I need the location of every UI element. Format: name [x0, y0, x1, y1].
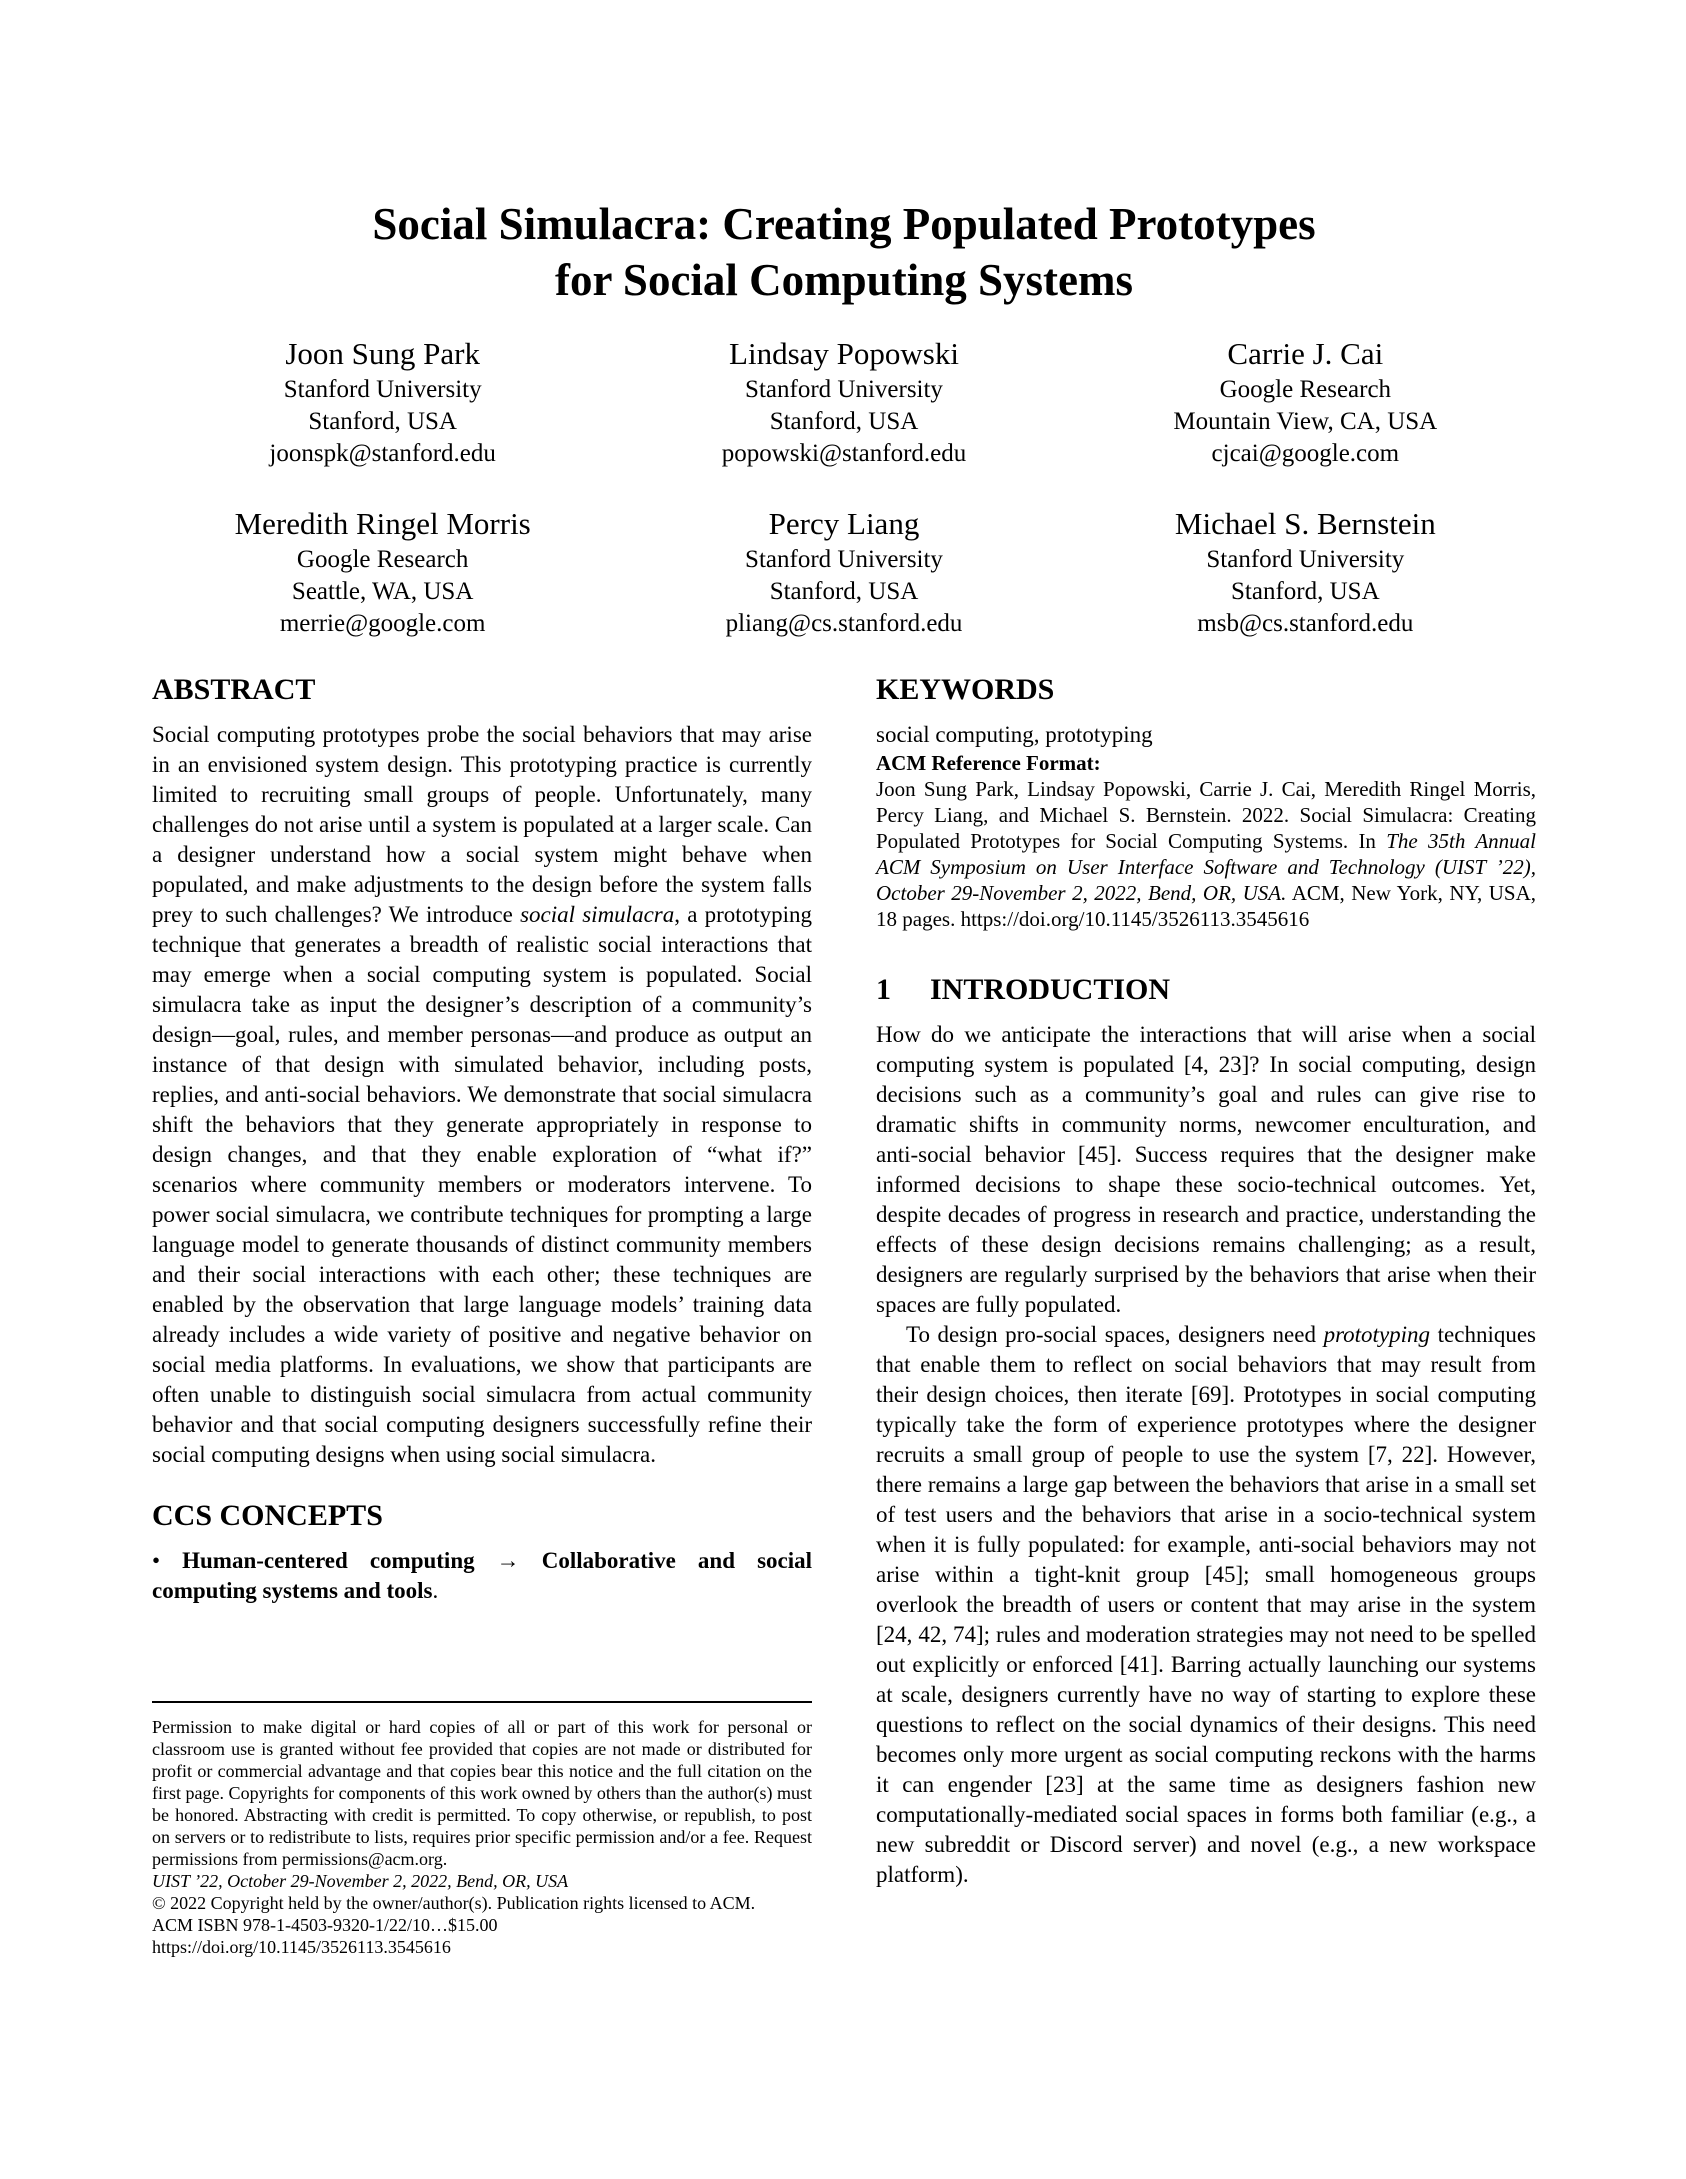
- abstract-text: [152, 720, 812, 1470]
- ccs-bullet: •: [152, 1548, 183, 1573]
- author-location: Seattle, WA, USA: [291, 578, 474, 605]
- isbn-line: ACM ISBN 978-1-4503-9320-1/22/10…$15.00: [152, 1915, 498, 1935]
- body-columns: [152, 672, 1536, 1958]
- author-location: Stanford, USA: [308, 408, 457, 435]
- author-email: pliang@cs.stanford.edu: [725, 610, 963, 637]
- keywords-section: [876, 672, 1536, 750]
- author-email: msb@cs.stanford.edu: [1197, 610, 1414, 637]
- author-block: [1075, 334, 1536, 470]
- acm-reference-text-part: ACM, New York, NY, USA, 18 pages. https://doi.org/10.1145/3526113.3545616: [876, 881, 1537, 931]
- abstract-text-part: Social computing prototypes probe the social behaviors that may arise in an envisioned system design. This prototyping practice is currently limited to recruiting small groups of people. Unfortunately, many challenges do not arise until a system is populated at a larger scale. Can a designer understand how a social system might behave when populated, and make adjustments to the design before the system falls prey to such challenges? We introduce: [152, 722, 812, 927]
- permission-text: Permission to make digital or hard copies of all or part of this work for personal or classroom use is granted without fee provided that copies are not made or distributed for profit or commercial advantage and that copies bear this notice and the full citation on the first page. Copyrights for components of this work owned by others than the author(s) must be honored. Abstracting with credit is permitted. To copy otherwise, or republish, to post on servers or to redistribute to lists, requires prior specific permission and/or a fee. Request permissions from permissions@acm.org.: [152, 1717, 812, 1869]
- acm-reference-label: ACM Reference Format:: [876, 751, 1101, 775]
- author-location: Mountain View, CA, USA: [1173, 408, 1438, 435]
- ccs-section: [152, 1470, 812, 1606]
- author-name: Michael S. Bernstein: [1174, 506, 1436, 541]
- author-email: cjcai@google.com: [1211, 440, 1400, 467]
- introduction-heading: [876, 972, 1536, 1008]
- author-location: Stanford, USA: [1231, 578, 1380, 605]
- author-block: [613, 504, 1074, 640]
- keywords-text: social computing, prototyping: [876, 722, 1153, 747]
- author-block: [152, 504, 613, 640]
- ccs-concept-parent: Human-centered computing: [182, 1548, 475, 1573]
- author-affiliation: Stanford University: [745, 546, 943, 573]
- author-location: Stanford, USA: [769, 408, 919, 435]
- author-affiliation: Stanford University: [1206, 546, 1405, 573]
- keywords-heading: KEYWORDS: [876, 673, 1055, 706]
- acm-reference-section: [876, 750, 1536, 932]
- ccs-text: [152, 1546, 812, 1606]
- abstract-italic-term: social simulacra: [520, 902, 675, 927]
- acm-reference-text-part: Joon Sung Park, Lindsay Popowski, Carrie J. Cai, Meredith Ringel Morris, Percy Liang, and Michael S. Bernstein. 2022. Social Simulacra: Creating Populated Prototypes for Social Computing Systems. In: [876, 777, 1536, 853]
- introduction-paragraph-2: [876, 1320, 1536, 1890]
- doi-line: https://doi.org/10.1145/3526113.3545616: [152, 1937, 451, 1957]
- introduction-section: [876, 972, 1536, 1890]
- abstract-heading: ABSTRACT: [152, 673, 316, 706]
- author-email: popowski@stanford.edu: [721, 440, 967, 467]
- section-number: 1: [876, 973, 891, 1006]
- author-email: merrie@google.com: [279, 610, 486, 637]
- section-title: INTRODUCTION: [930, 973, 1171, 1006]
- intro-p2-part: techniques that enable them to reflect on social behaviors that may result from their design choices, then iterate [69]. Prototypes in social computing typically take the form of experience prototypes where the designer recruits a small group of people to use the system [7, 22]. However, there remains a large gap between the behaviors that arise in a small set of test users and the behaviors that arise in a socio-technical system when it is fully populated: for example, anti-social behaviors may not arise within a tight-knit group [45]; small homogeneous groups overlook the breadth of users or content that may arise in the system [24, 42, 74]; rules and moderation strategies may not need to be spelled out explicitly or enforced [41]. Barring actually launching our systems at scale, designers currently have no way of starting to explore these questions to reflect on the social dynamics of their designs. This need becomes only more urgent as social computing reckons with the harms it can engender [23] at the same time as designers fashion new computationally-mediated social spaces in forms both familiar (e.g., a new subreddit or Discord server) and novel (e.g., a new workspace platform).: [876, 1322, 1536, 1887]
- acm-reference-venue: The 35th Annual ACM Symposium on User Interface Software and Technology (UIST ’22), October 29-November 2, 2022, Bend, OR, USA.: [876, 829, 1536, 905]
- author-name: Joon Sung Park: [285, 336, 480, 371]
- authors-grid: [152, 334, 1536, 640]
- author-affiliation: Google Research: [296, 546, 469, 573]
- author-name: Percy Liang: [768, 506, 920, 541]
- intro-p2-part: To design pro-social spaces, designers need: [906, 1322, 1324, 1347]
- author-block: [613, 334, 1074, 470]
- author-name: Carrie J. Cai: [1227, 336, 1384, 371]
- paper-title-line-2: for Social Computing Systems: [555, 255, 1133, 305]
- author-block: [152, 334, 613, 470]
- author-name: Meredith Ringel Morris: [234, 506, 531, 541]
- ccs-period: .: [432, 1578, 439, 1603]
- author-affiliation: Stanford University: [283, 376, 482, 403]
- paper-title: [152, 196, 1536, 308]
- author-affiliation: Google Research: [1219, 376, 1392, 403]
- paper-title-line-1: Social Simulacra: Creating Populated Prototypes: [372, 199, 1316, 249]
- permission-footnote: [152, 1701, 812, 1958]
- author-location: Stanford, USA: [769, 578, 919, 605]
- ccs-concept-child: Collaborative and social computing systems and tools: [152, 1548, 813, 1603]
- ccs-heading: CCS CONCEPTS: [152, 1499, 383, 1532]
- abstract-section: [152, 672, 812, 1470]
- abstract-text-part: , a prototyping technique that generates a breadth of realistic social interactions that may emerge when a social computing system is populated. Social simulacra take as input the designer’s description of a community’s design—goal, rules, and member personas—and produce as output an instance of that design with simulated behavior, including posts, replies, and anti-social behaviors. We demonstrate that social simulacra shift the behaviors that they generate appropriately in response to design changes, and that they enable exploration of “what if?” scenarios where community members or moderators intervene. To power social simulacra, we contribute techniques for prompting a large language model to generate thousands of distinct community members and their social interactions with each other; these techniques are enabled by the observation that large language models’ training data already includes a wide variety of positive and negative behavior on social media platforms. In evaluations, we show that participants are often unable to distinguish social simulacra from actual community behavior and that social computing designers successfully refine their social computing designs when using social simulacra.: [152, 902, 812, 1467]
- author-affiliation: Stanford University: [745, 376, 943, 403]
- acm-reference-block: [876, 750, 1536, 932]
- ccs-arrow: →: [474, 1548, 542, 1573]
- right-column: [876, 672, 1536, 1958]
- author-block: [1075, 504, 1536, 640]
- intro-p2-italic-term: prototyping: [1323, 1322, 1431, 1347]
- author-email: joonspk@stanford.edu: [269, 440, 496, 467]
- copyright-line: © 2022 Copyright held by the owner/author(s). Publication rights licensed to ACM.: [152, 1893, 756, 1913]
- author-name: Lindsay Popowski: [729, 336, 959, 371]
- left-column: [152, 672, 812, 1958]
- introduction-paragraph-1: How do we anticipate the interactions that will arise when a social computing system is populated [4, 23]? In social computing, design decisions such as a community’s goal and rules can give rise to dramatic shifts in community norms, newcomer enculturation, and anti-social behavior [45]. Success requires that the designer make informed decisions to shape these socio-technical outcomes. Yet, despite decades of progress in research and practice, understanding the effects of these design decisions remains challenging; as a result, designers are regularly surprised by the behaviors that arise when their spaces are fully populated.: [876, 1022, 1536, 1317]
- conference-line: UIST ’22, October 29-November 2, 2022, Bend, OR, USA: [152, 1871, 569, 1891]
